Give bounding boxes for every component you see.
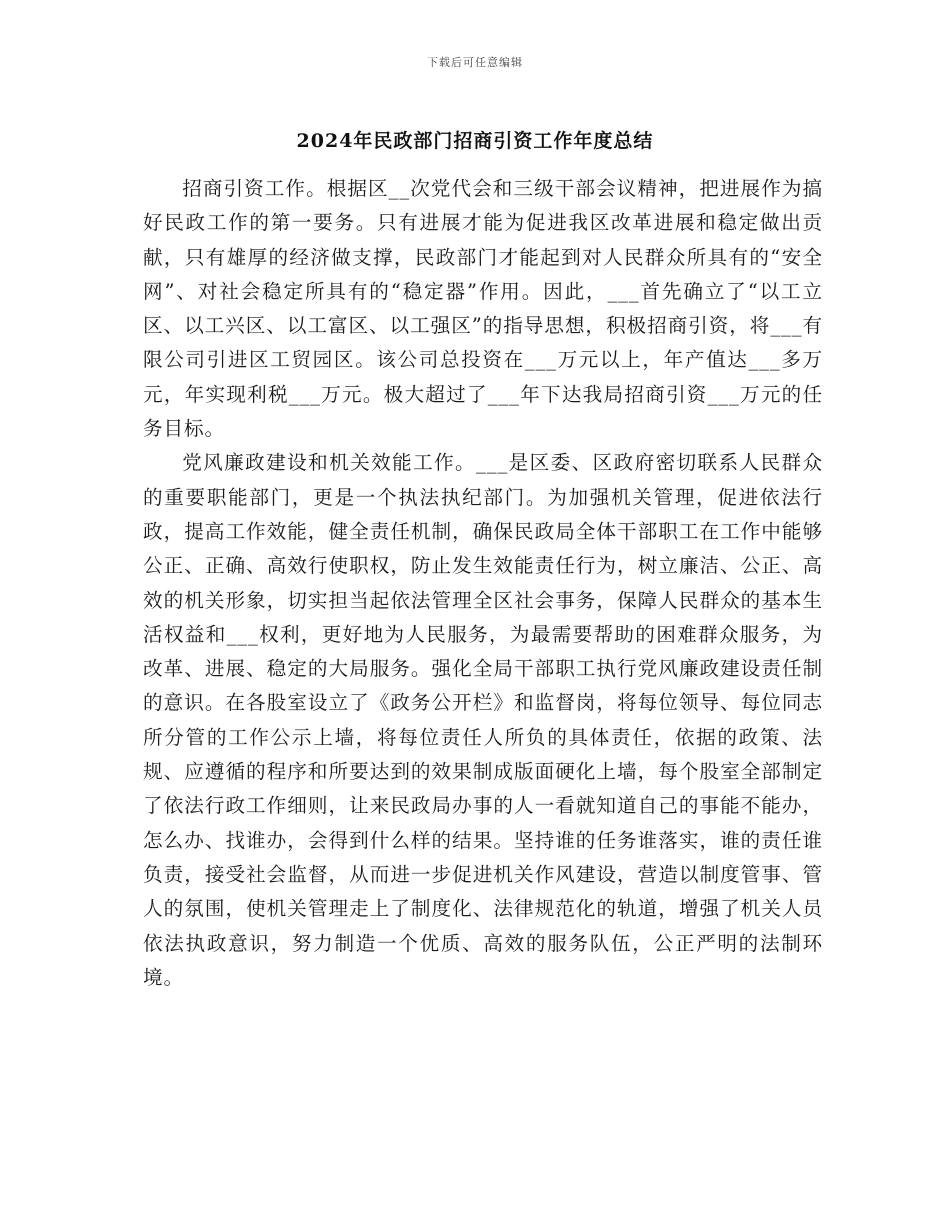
document-body: [143, 172, 823, 995]
header-note: 下载后可任意编辑: [427, 56, 523, 69]
document-title: 2024年民政部门招商引资工作年度总结: [296, 130, 654, 152]
paragraph-integrity: 党风廉政建设和机关效能工作。___是区委、区政府密切联系人民群众的重要职能部门，更是一个执法执纪部门。为加强机关管理，促进依法行政，提高工作效能，健全责任机制，确保民政局全体干部职工在工作中能够公正、正确、高效行使职权，防止发生效能责任行为，树立廉洁、公正、高效的机关形象，切实担当起依法管理全区社会事务，保障人民群众的基本生活权益和___权利，更好地为人民服务，为最需要帮助的困难群众服务，为改革、进展、稳定的大局服务。强化全局干部职工执行党风廉政建设责任制的意识。在各股室设立了《政务公开栏》和监督岗，将每位领导、每位同志所分管的工作公示上墙，将每位责任人所负的具体责任，依据的政策、法规、应遵循的程序和所要达到的效果制成版面硬化上墙，每个股室全部制定了依法行政工作细则，让来民政局办事的人一看就知道自己的事能不能办，怎么办、找谁办，会得到什么样的结果。坚持谁的任务谁落实，谁的责任谁负责，接受社会监督，从而进一步促进机关作风建设，营造以制度管事、管人的氛围，使机关管理走上了制度化、法律规范化的轨道，增强了机关人员依法执政意识，努力制造一个优质、高效的服务队伍，公正严明的法制环境。: [143, 451, 823, 989]
paragraph-investment: 招商引资工作。根据区__次党代会和三级干部会议精神，把进展作为搞好民政工作的第一要务。只有进展才能为促进我区改革进展和稳定做出贡献，只有雄厚的经济做支撑，民政部门才能起到对人民群众所具有的“安全网”、对社会稳定所具有的“稳定器”作用。因此，___首先确立了“以工立区、以工兴区、以工富区、以工强区”的指导思想，积极招商引资，将___有限公司引进区工贸园区。该公司总投资在___万元以上，年产值达___多万元，年实现利税___万元。极大超过了___年下达我局招商引资___万元的任务目标。: [143, 177, 823, 441]
